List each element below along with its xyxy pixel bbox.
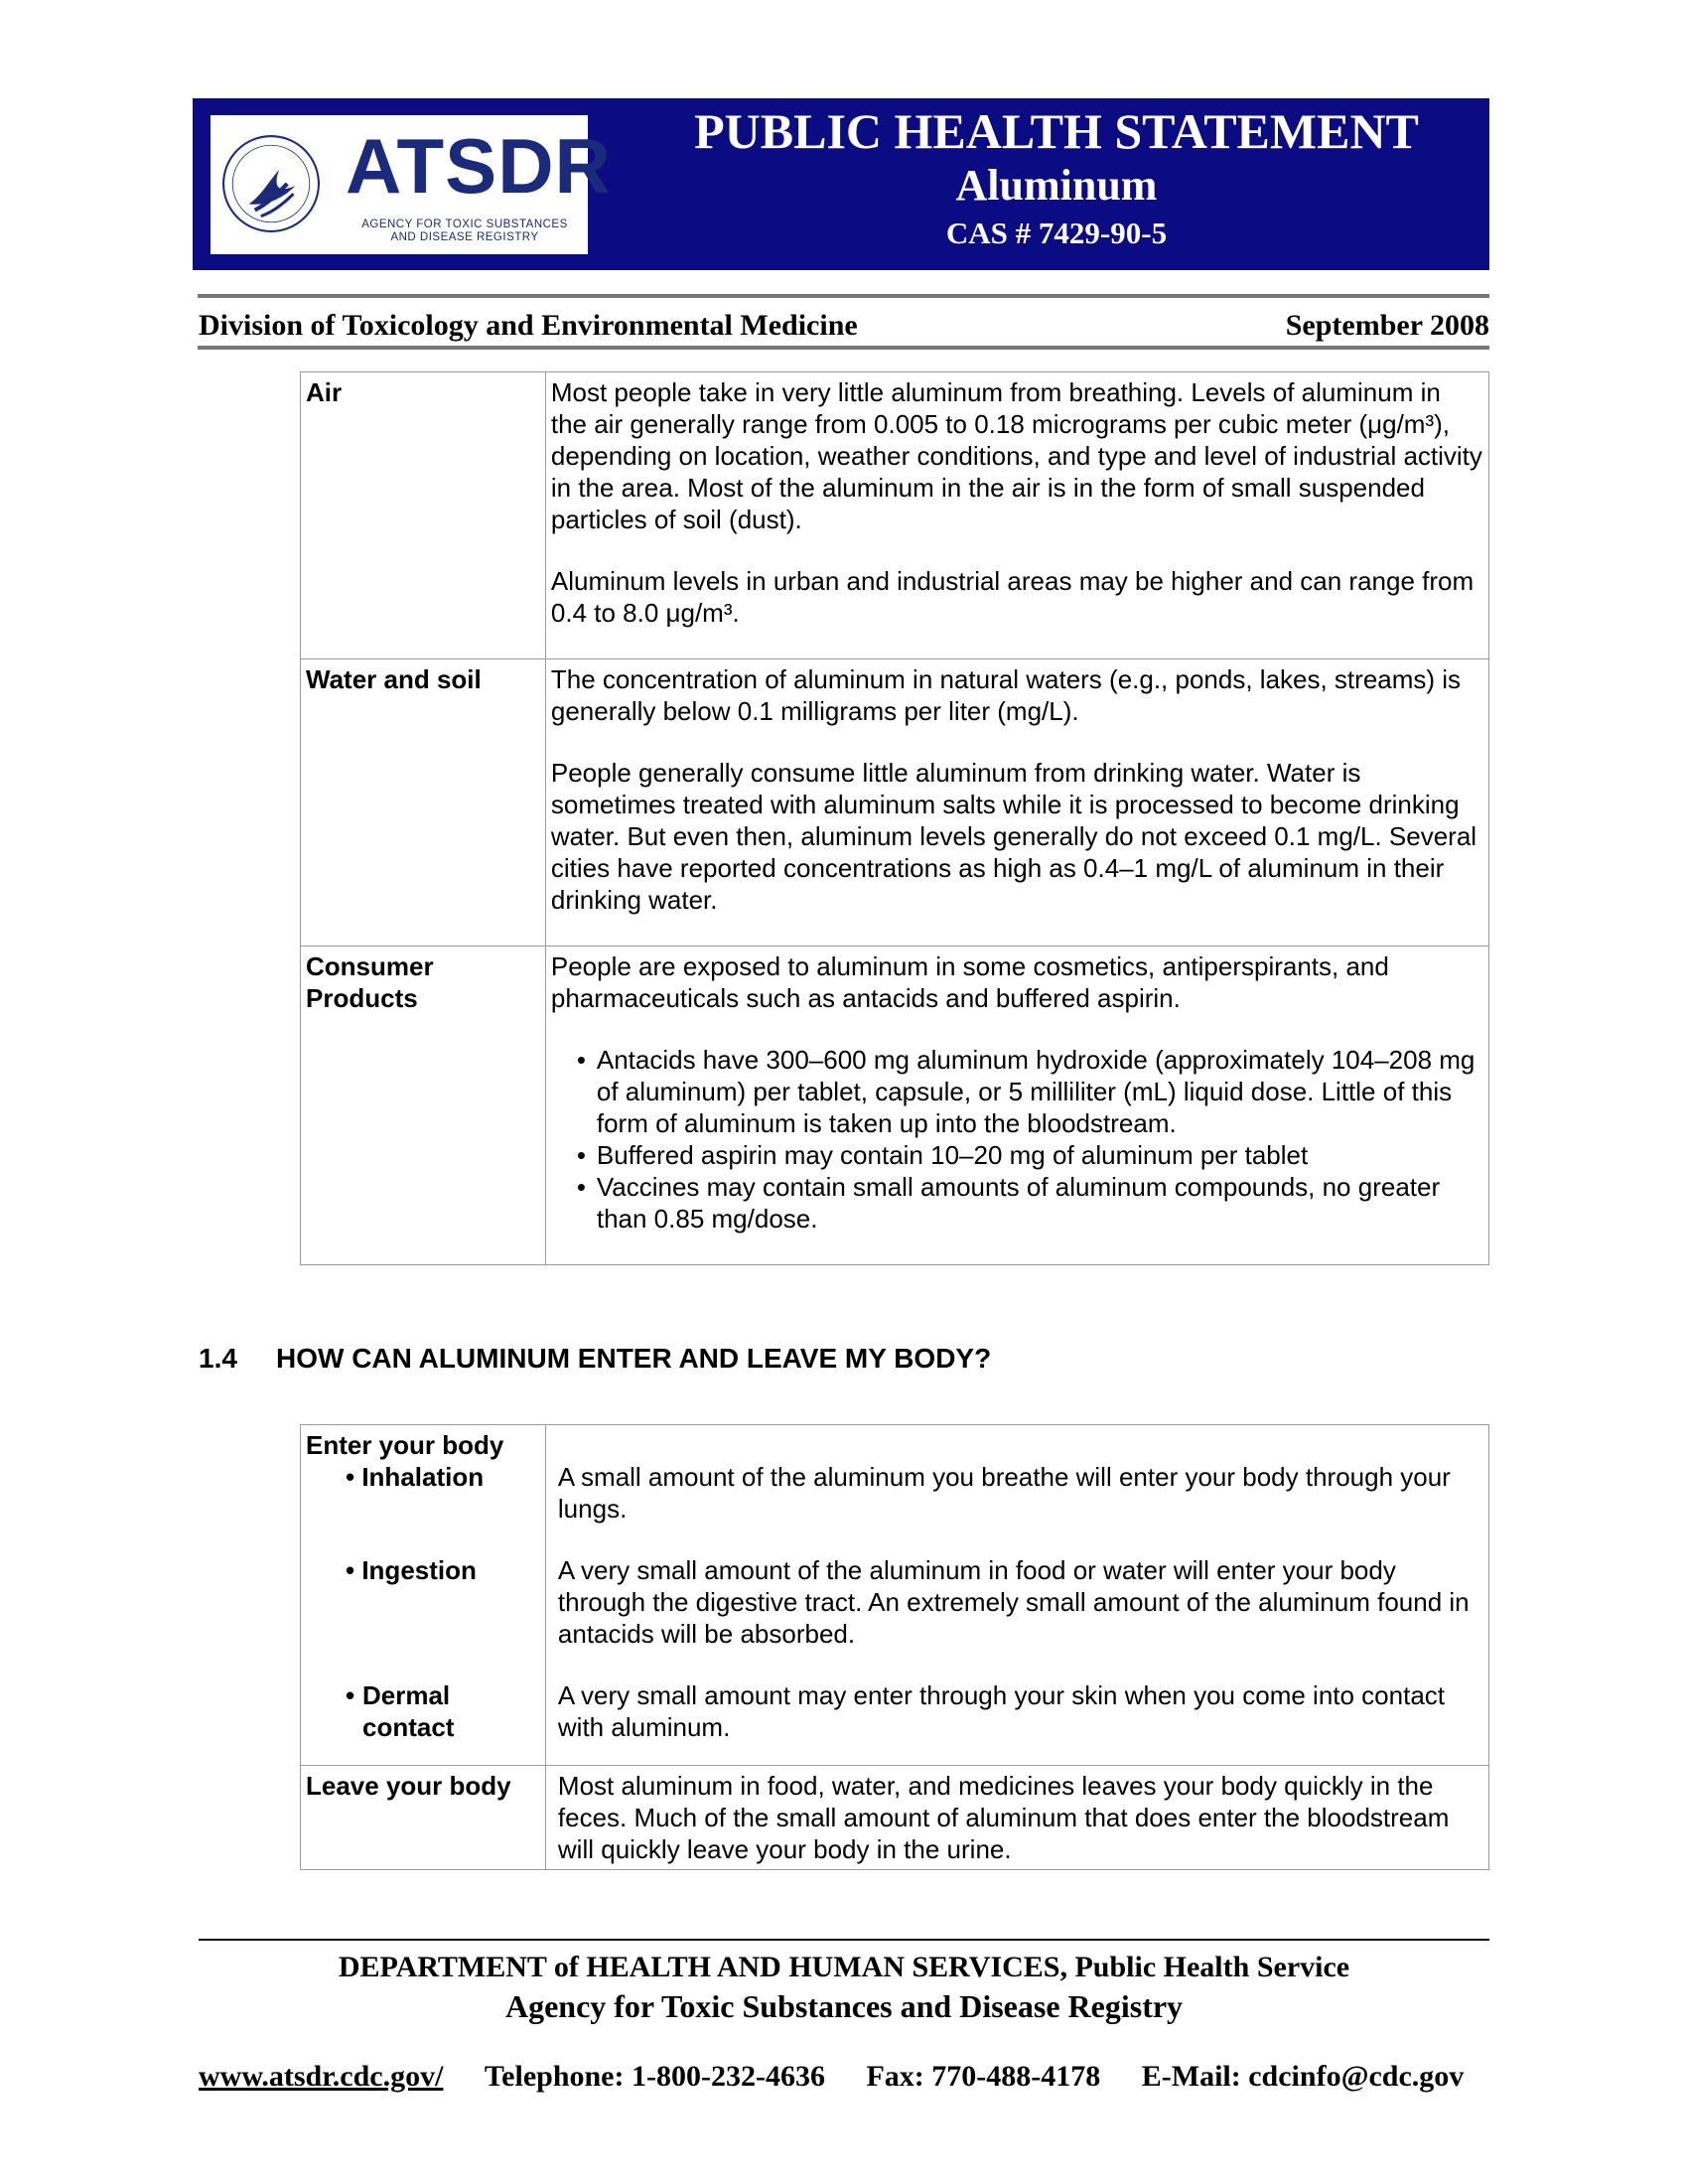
telephone: Telephone: 1-800-232-4636 xyxy=(484,2060,825,2093)
list-item: • Vaccines may contain small amounts of aluminum compounds, no greater than 0.85 mg/dose. xyxy=(577,1171,1483,1235)
logo-subtitle-line1: AGENCY FOR TOXIC SUBSTANCES xyxy=(361,218,568,230)
water-paragraph-1: The concentration of aluminum in natural waters (e.g., ponds, lakes, streams) is generally below 0.1 milligrams per liter (mg/L). xyxy=(550,664,1462,726)
table-row xyxy=(301,1766,1489,1870)
email[interactable]: E-Mail: cdcinfo@cdc.gov xyxy=(1141,2060,1465,2093)
inhalation-text: A small amount of the aluminum you breathe will enter your body through your lungs. xyxy=(557,1462,1451,1524)
substance-name: Aluminum xyxy=(955,161,1158,210)
body-route-table xyxy=(300,1424,1489,1870)
consumer-label-line1: Consumer xyxy=(306,951,434,981)
row-content-consumer xyxy=(545,946,1488,1265)
document-title: PUBLIC HEALTH STATEMENT xyxy=(694,103,1419,159)
section-title: HOW CAN ALUMINUM ENTER AND LEAVE MY BODY? xyxy=(276,1343,992,1374)
ingestion-text: A very small amount of the aluminum in food or water will enter your body through the digestive tract. An extremely small amount of the aluminum found in antacids will be absorbed. xyxy=(557,1555,1470,1649)
table-row xyxy=(301,659,1489,946)
leave-body-text: Most aluminum in food, water, and medicines leaves your body quickly in the feces. Much of the small amount of aluminum that does enter the bloodstream will quickly leave your body in the urine. xyxy=(545,1766,1488,1870)
enter-body-content xyxy=(545,1425,1488,1766)
row-label-consumer xyxy=(301,946,546,1265)
consumer-bullet-list xyxy=(551,1044,1483,1235)
list-item: • Buffered aspirin may contain 10–20 mg of aluminum per tablet xyxy=(577,1139,1483,1171)
consumer-paragraph: People are exposed to aluminum in some cosmetics, antiperspirants, and pharmaceuticals such as antacids and buffered aspirin. xyxy=(550,951,1389,1013)
list-item: • Antacids have 300–600 mg aluminum hydroxide (approximately 104–208 mg of aluminum) per tablet, capsule, or 5 milliliter (mL) liquid dose. Little of this form of aluminum is taken up into the bloodstream. xyxy=(577,1044,1483,1139)
atsdr-logo[interactable] xyxy=(211,115,612,254)
row-content-air xyxy=(545,372,1488,659)
table-row xyxy=(301,946,1489,1265)
exposure-table xyxy=(300,371,1489,1265)
footer-divider xyxy=(199,1939,1489,1941)
fax: Fax: 770-488-4178 xyxy=(866,2060,1101,2093)
divider-top xyxy=(198,294,1489,298)
hhs-seal-icon xyxy=(220,133,322,234)
dermal-label-text: Dermal contact xyxy=(362,1680,455,1742)
enter-body-label-cell xyxy=(301,1425,546,1766)
footer-contact-line xyxy=(199,2060,1489,2094)
footer-agency: Agency for Toxic Substances and Disease Registry xyxy=(504,1988,1184,2024)
table-row xyxy=(301,1425,1489,1766)
row-label-water: Water and soil xyxy=(301,659,546,946)
dermal-label: • Dermal contact xyxy=(306,1679,540,1743)
leave-body-label: Leave your body xyxy=(301,1766,546,1870)
logo-wordmark: ATSDR xyxy=(346,122,612,210)
footer-department: DEPARTMENT of HEALTH AND HUMAN SERVICES, Public Health Service xyxy=(338,1951,1350,1983)
section-number: 1.4 xyxy=(199,1343,237,1374)
consumer-label-line2: Products xyxy=(306,983,418,1013)
inhalation-label-text: Inhalation xyxy=(361,1462,485,1492)
logo-subtitle-line2: AND DISEASE REGISTRY xyxy=(390,231,539,243)
header-banner xyxy=(193,98,1489,270)
ingestion-label: • Ingestion xyxy=(346,1555,477,1585)
division-name: Division of Toxicology and Environmental Medicine xyxy=(199,309,858,342)
section-heading xyxy=(199,1343,991,1375)
inhalation-label: • Inhalation xyxy=(346,1462,485,1492)
air-paragraph-2: Aluminum levels in urban and industrial areas may be higher and can range from 0.4 to 8.0 μg/m³. xyxy=(550,566,1475,628)
row-label-air: Air xyxy=(301,372,546,659)
dermal-text: A very small amount may enter through your skin when you come into contact with aluminum. xyxy=(557,1680,1446,1742)
website-link[interactable]: www.atsdr.cdc.gov/ xyxy=(199,2060,444,2093)
divider-bottom xyxy=(198,346,1489,350)
water-paragraph-2: People generally consume little aluminum from drinking water. Water is sometimes treated with aluminum salts while it is processed to become drinking water. But even then, aluminum levels generally do not exceed 0.1 mg/L. Several cities have reported concentrations as high as 0.4–1 mg/L of aluminum in their drinking water. xyxy=(550,758,1477,915)
table-row xyxy=(301,372,1489,659)
logo-subtitle xyxy=(350,218,580,244)
air-paragraph-1: Most people take in very little aluminum from breathing. Levels of aluminum in the air generally range from 0.005 to 0.18 micrograms per cubic meter (μg/m³), depending on location, weather conditions, and type and level of industrial activity in the area. Most of the aluminum in the air is in the form of small suspended particles of soil (dust). xyxy=(550,377,1482,534)
row-content-water xyxy=(545,659,1488,946)
cas-number: CAS # 7429-90-5 xyxy=(945,216,1168,250)
enter-body-label: Enter your body xyxy=(306,1430,504,1460)
ingestion-label-text: Ingestion xyxy=(361,1555,477,1585)
publication-date: September 2008 xyxy=(1285,309,1489,342)
